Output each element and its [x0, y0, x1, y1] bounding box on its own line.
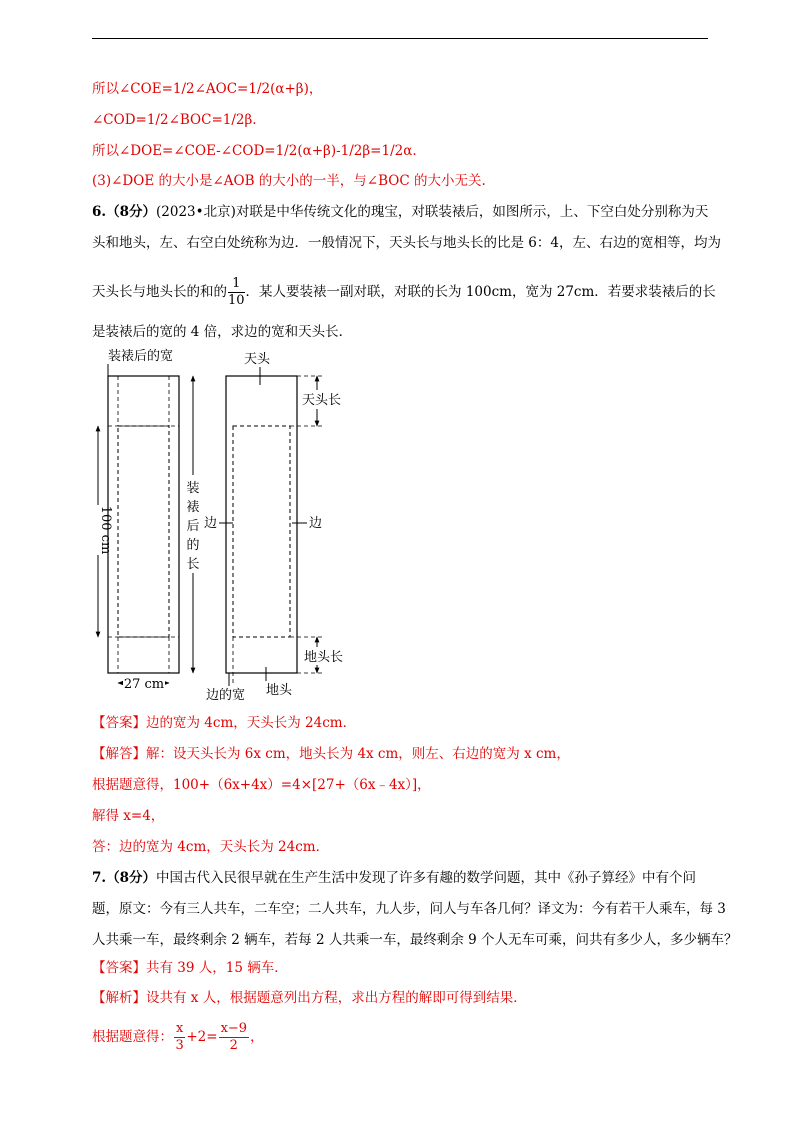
q6-answer-tag: 【答案】 — [92, 715, 146, 731]
q6-solution-step-4: 答：边的宽为 4cm，天头长为 24cm． — [92, 839, 330, 855]
q6-source: (2023•北京) — [156, 204, 236, 220]
label-bian-right: 边 — [309, 516, 323, 531]
q6-text-3a: 天头长与地头长的和的 — [92, 284, 227, 300]
label-length-char-1: 装 — [186, 481, 200, 496]
q7-line-2: 题，原文：今有三人共车，二车空；二人共车，九人步，问人与车各几何？译文为：今有若干人乘车，每 3 — [92, 901, 726, 917]
q7-equation — [92, 1020, 264, 1054]
q7-line-3: 人共乘一车，最终剩余 2 辆车，若每 2 人共乘一车，最终剩余 9 个人无车可乘，问共有多少人，多少辆车？ — [92, 932, 738, 948]
label-length-char-5: 长 — [186, 557, 200, 572]
q6-solution-step-3: 解得 x=4， — [92, 808, 165, 824]
solution-line-conclusion: (3)∠DOE 的大小是∠AOB 的大小的一半，与∠BOC 的大小无关. — [92, 173, 486, 189]
q7-line-1 — [92, 868, 696, 888]
solution-line-doe: 所以∠DOE=∠COE-∠COD=1/2(α+β)-1/2β=1/2α. — [92, 143, 417, 159]
q6-solution-step-1: 解：设天头长为 6x cm，地头长为 4x cm，则左、右边的宽为 x cm， — [146, 746, 570, 762]
q6-line-1 — [92, 202, 708, 222]
equation-fraction-x-over-3 — [174, 1021, 185, 1054]
mounted-outline-left — [108, 376, 179, 673]
q6-answer — [92, 713, 356, 733]
solution-line-cod: ∠COD=1/2∠BOC=1/2β. — [92, 112, 257, 128]
q7-number: 7. — [92, 870, 107, 886]
q6-line-4: 是装裱后的宽的 4 倍，求边的宽和天头长． — [92, 324, 353, 340]
q6-line-2: 头和地头，左、右空白处统称为边．一般情况下，天头长与地头长的比是 6：4，左、右边的宽相等，均为 — [92, 235, 721, 251]
q7-answer — [92, 958, 288, 978]
label-length-char-3: 后 — [186, 519, 200, 534]
label-length-char-2: 裱 — [186, 500, 200, 515]
equation-fraction-1-denominator: 3 — [175, 1038, 184, 1053]
couplet-figure — [92, 345, 422, 705]
header-rule — [92, 38, 708, 39]
label-bian-left: 边 — [204, 516, 218, 531]
q7-equation-prefix: 根据题意得： — [92, 1029, 173, 1045]
q6-number: 6. — [92, 204, 107, 220]
equation-fraction-1-numerator: x — [176, 1021, 184, 1036]
q6-answer-text: 边的宽为 4cm，天头长为 24cm． — [146, 715, 357, 731]
fraction-numerator: 1 — [228, 276, 245, 293]
label-mounted-width: 装裱后的宽 — [108, 349, 174, 364]
q6-line-3 — [92, 276, 716, 309]
q6-score: （8分） — [106, 204, 156, 220]
q7-answer-text: 共有 39 人，15 辆车． — [146, 960, 288, 976]
q7-analysis-tag: 【解析】 — [92, 990, 146, 1006]
q6-text-1: 对联是中华传统文化的瑰宝，对联装裱后，如图所示，上、下空白处分别称为天 — [235, 204, 709, 220]
fraction-one-tenth — [228, 276, 245, 309]
label-bian-width: 边的宽 — [206, 688, 246, 703]
mounted-outline-right — [226, 376, 297, 673]
label-length-char-4: 的 — [186, 538, 200, 553]
equation-end: ， — [250, 1029, 264, 1045]
q7-analysis — [92, 988, 527, 1008]
q7-score: （8分） — [106, 870, 156, 886]
couplet-inner-left — [118, 426, 169, 637]
q6-text-3b: ．某人要装裱一副对联，对联的长为 100cm，宽为 27cm．若要求装裱后的长 — [245, 284, 716, 300]
q7-answer-tag: 【答案】 — [92, 960, 146, 976]
equation-middle: +2= — [186, 1029, 218, 1045]
label-100cm: 100 cm — [98, 505, 113, 555]
q6-solution-tag: 【解答】 — [92, 746, 146, 762]
couplet-inner-right — [233, 426, 290, 637]
label-tiantou: 天头 — [244, 352, 271, 367]
equation-fraction-2-denominator: 2 — [229, 1038, 238, 1053]
label-27cm: 27 cm — [123, 677, 165, 692]
equation-fraction-x-minus-9-over-2 — [219, 1021, 250, 1054]
q7-text-1: 中国古代入民很早就在生产生活中发现了许多有趣的数学问题，其中《孙子算经》中有个问 — [156, 870, 696, 886]
q6-solution-step-2: 根据题意得，100+（6x+4x）=4×[27+（6x﹣4x）]， — [92, 777, 431, 793]
label-ditou-length: 地头长 — [304, 650, 344, 665]
solution-line-coe: 所以∠COE=1/2∠AOC=1/2(α+β)， — [92, 81, 323, 97]
q6-solution — [92, 744, 570, 764]
q7-analysis-text: 设共有 x 人，根据题意列出方程，求出方程的解即可得到结果． — [146, 990, 527, 1006]
couplet-diagram — [92, 345, 422, 705]
label-tiantou-length: 天头长 — [302, 393, 342, 408]
label-ditou: 地头 — [266, 683, 293, 698]
fraction-denominator: 10 — [228, 293, 245, 308]
equation-fraction-2-numerator: x−9 — [220, 1021, 248, 1036]
